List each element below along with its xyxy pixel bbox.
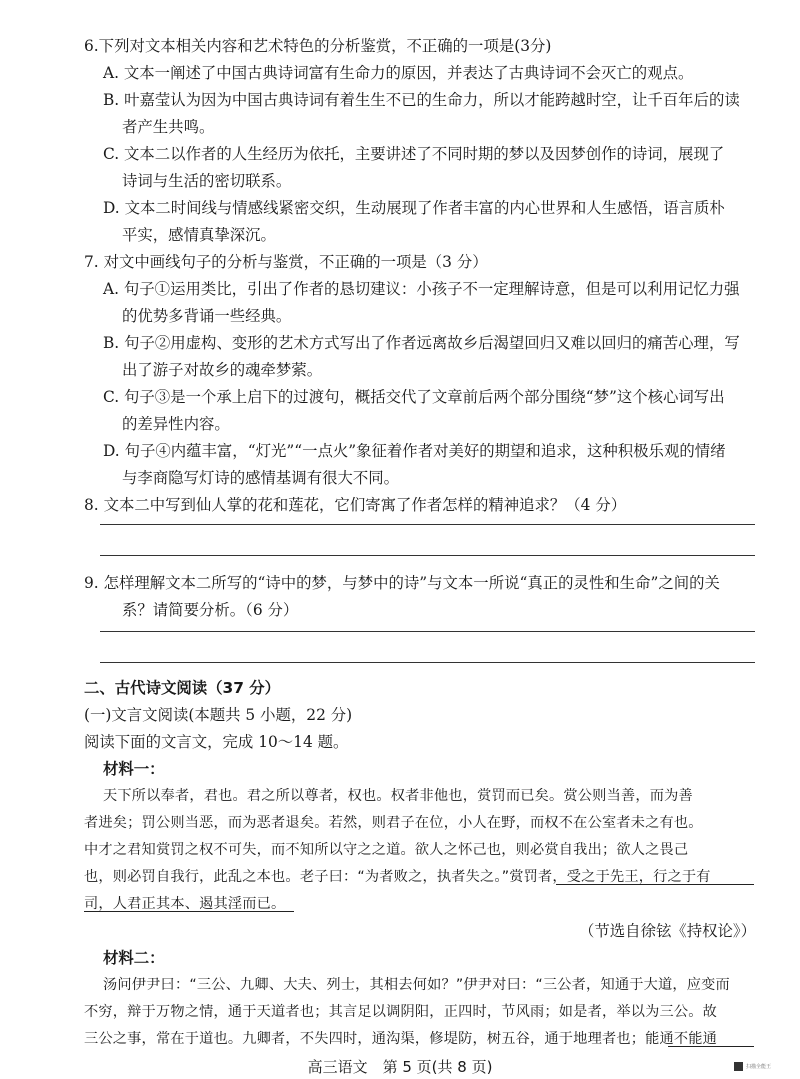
material1-line: 也，则必罚自我行，此乱之本也。老子曰：“为者败之，执者失之。”赏罚者，受之于先王，行之于有 <box>84 869 711 885</box>
q9-stem: 9. 怎样理解文本二所写的“诗中的梦，与梦中的诗”与文本一所说“真正的灵性和生命”之间的关 <box>84 574 720 592</box>
page-footer: 高三语文 第 5 页(共 8 页) <box>307 1058 493 1076</box>
q9-stem-cont: 系？请简要分析。（6 分） <box>122 601 299 619</box>
material1-line: 司，人君正其本、遏其淫而已。 <box>84 896 286 912</box>
q6-option-b: B. 叶嘉莹认为因为中国古典诗词有着生生不已的生命力，所以才能跨越时空，让千百年后的读 <box>103 91 740 109</box>
q7-option-c-cont: 的差异性内容。 <box>122 415 230 433</box>
material1-line: 中才之君知赏罚之权不可失，而不知所以守之之道。欲人之怀己也，则必赏自我出；欲人之畏己 <box>84 842 689 858</box>
q7-stem: 7. 对文中画线句子的分析与鉴赏，不正确的一项是（3 分） <box>84 253 488 271</box>
q6-option-c-cont: 诗词与生活的密切联系。 <box>122 172 292 190</box>
q8-stem: 8. 文本二中写到仙人掌的花和莲花，它们寄寓了作者怎样的精神追求？（4 分） <box>84 496 627 514</box>
q6-option-d-cont: 平实，感情真挚深沉。 <box>122 226 276 244</box>
qr-code-icon <box>734 1062 743 1071</box>
material1-line: 天下所以奉者，君也。君之所以尊者，权也。权者非他也，赏罚而已矣。赏公则当善，而为善 <box>103 788 693 804</box>
q6-option-a: A. 文本一阐述了中国古典诗词富有生命力的原因，并表达了古典诗词不会灭亡的观点。 <box>103 64 694 82</box>
instruction: 阅读下面的文言文，完成 10～14 题。 <box>84 733 349 751</box>
material1-line: 者进矣；罚公则当恶，而为恶者退矣。若然，则君子在位，小人在野，而权不在公室者未之有也。 <box>84 815 703 831</box>
underline-mark <box>556 884 754 885</box>
scanner-watermark: 扫描全能王 <box>746 1064 772 1070</box>
material1-label: 材料一： <box>103 760 165 778</box>
q9-answer-line-1[interactable] <box>100 631 755 632</box>
subsection-title: (一)文言文阅读(本题共 5 小题，22 分) <box>84 706 353 724</box>
q6-option-d: D. 文本二时间线与情感线紧密交织，生动展现了作者丰富的内心世界和人生感悟，语言质朴 <box>103 199 725 217</box>
material2-label: 材料二： <box>103 949 165 967</box>
underline-mark <box>84 911 294 912</box>
q6-option-b-cont: 者产生共鸣。 <box>122 118 215 136</box>
q7-option-a: A. 句子①运用类比，引出了作者的恳切建议：小孩子不一定理解诗意，但是可以利用记忆力强 <box>103 280 740 298</box>
q7-option-d: D. 句子④内蕴丰富，“灯光”“一点火”象征着作者对美好的期望和追求，这种积极乐观的情绪 <box>103 442 726 460</box>
material2-line: 三公之事，常在于道也。九卿者，不失四时，通沟渠，修堤防，树五谷，通于地理者也；能通不能通 <box>84 1031 718 1047</box>
q8-answer-line-2[interactable] <box>100 555 755 556</box>
section-title: 二、古代诗文阅读（37 分） <box>84 679 281 697</box>
underline-mark <box>668 1046 754 1047</box>
material2-line: 不穷，辩于万物之情，通于天道者也；其言足以调阴阳，正四时，节风雨；如是者，举以为三公。故 <box>84 1004 718 1020</box>
q7-option-c: C. 句子③是一个承上启下的过渡句，概括交代了文章前后两个部分围绕“梦”这个核心词写出 <box>103 388 725 406</box>
q7-option-a-cont: 的优势多背诵一些经典。 <box>122 307 292 325</box>
q7-option-b-cont: 出了游子对故乡的魂牵梦萦。 <box>122 361 323 379</box>
q7-option-d-cont: 与李商隐写灯诗的感情基调有很大不同。 <box>122 469 400 487</box>
q6-option-c: C. 文本二以作者的人生经历为依托，主要讲述了不同时期的梦以及因梦创作的诗词，展现了 <box>103 145 725 163</box>
q8-answer-line-1[interactable] <box>100 524 755 525</box>
q6-stem: 6.下列对文本相关内容和艺术特色的分析鉴赏，不正确的一项是(3分) <box>84 37 552 55</box>
q9-answer-line-2[interactable] <box>100 662 755 663</box>
material1-source: （节选自徐铉《持权论》） <box>579 922 756 940</box>
material2-line: 汤问伊尹曰：“三公、九卿、大夫、列士，其相去何如？”伊尹对曰：“三公者，知通于大道，应变而 <box>103 977 730 993</box>
q7-option-b: B. 句子②用虚构、变形的艺术方式写出了作者远离故乡后渴望回归又难以回归的痛苦心理，写 <box>103 334 740 352</box>
